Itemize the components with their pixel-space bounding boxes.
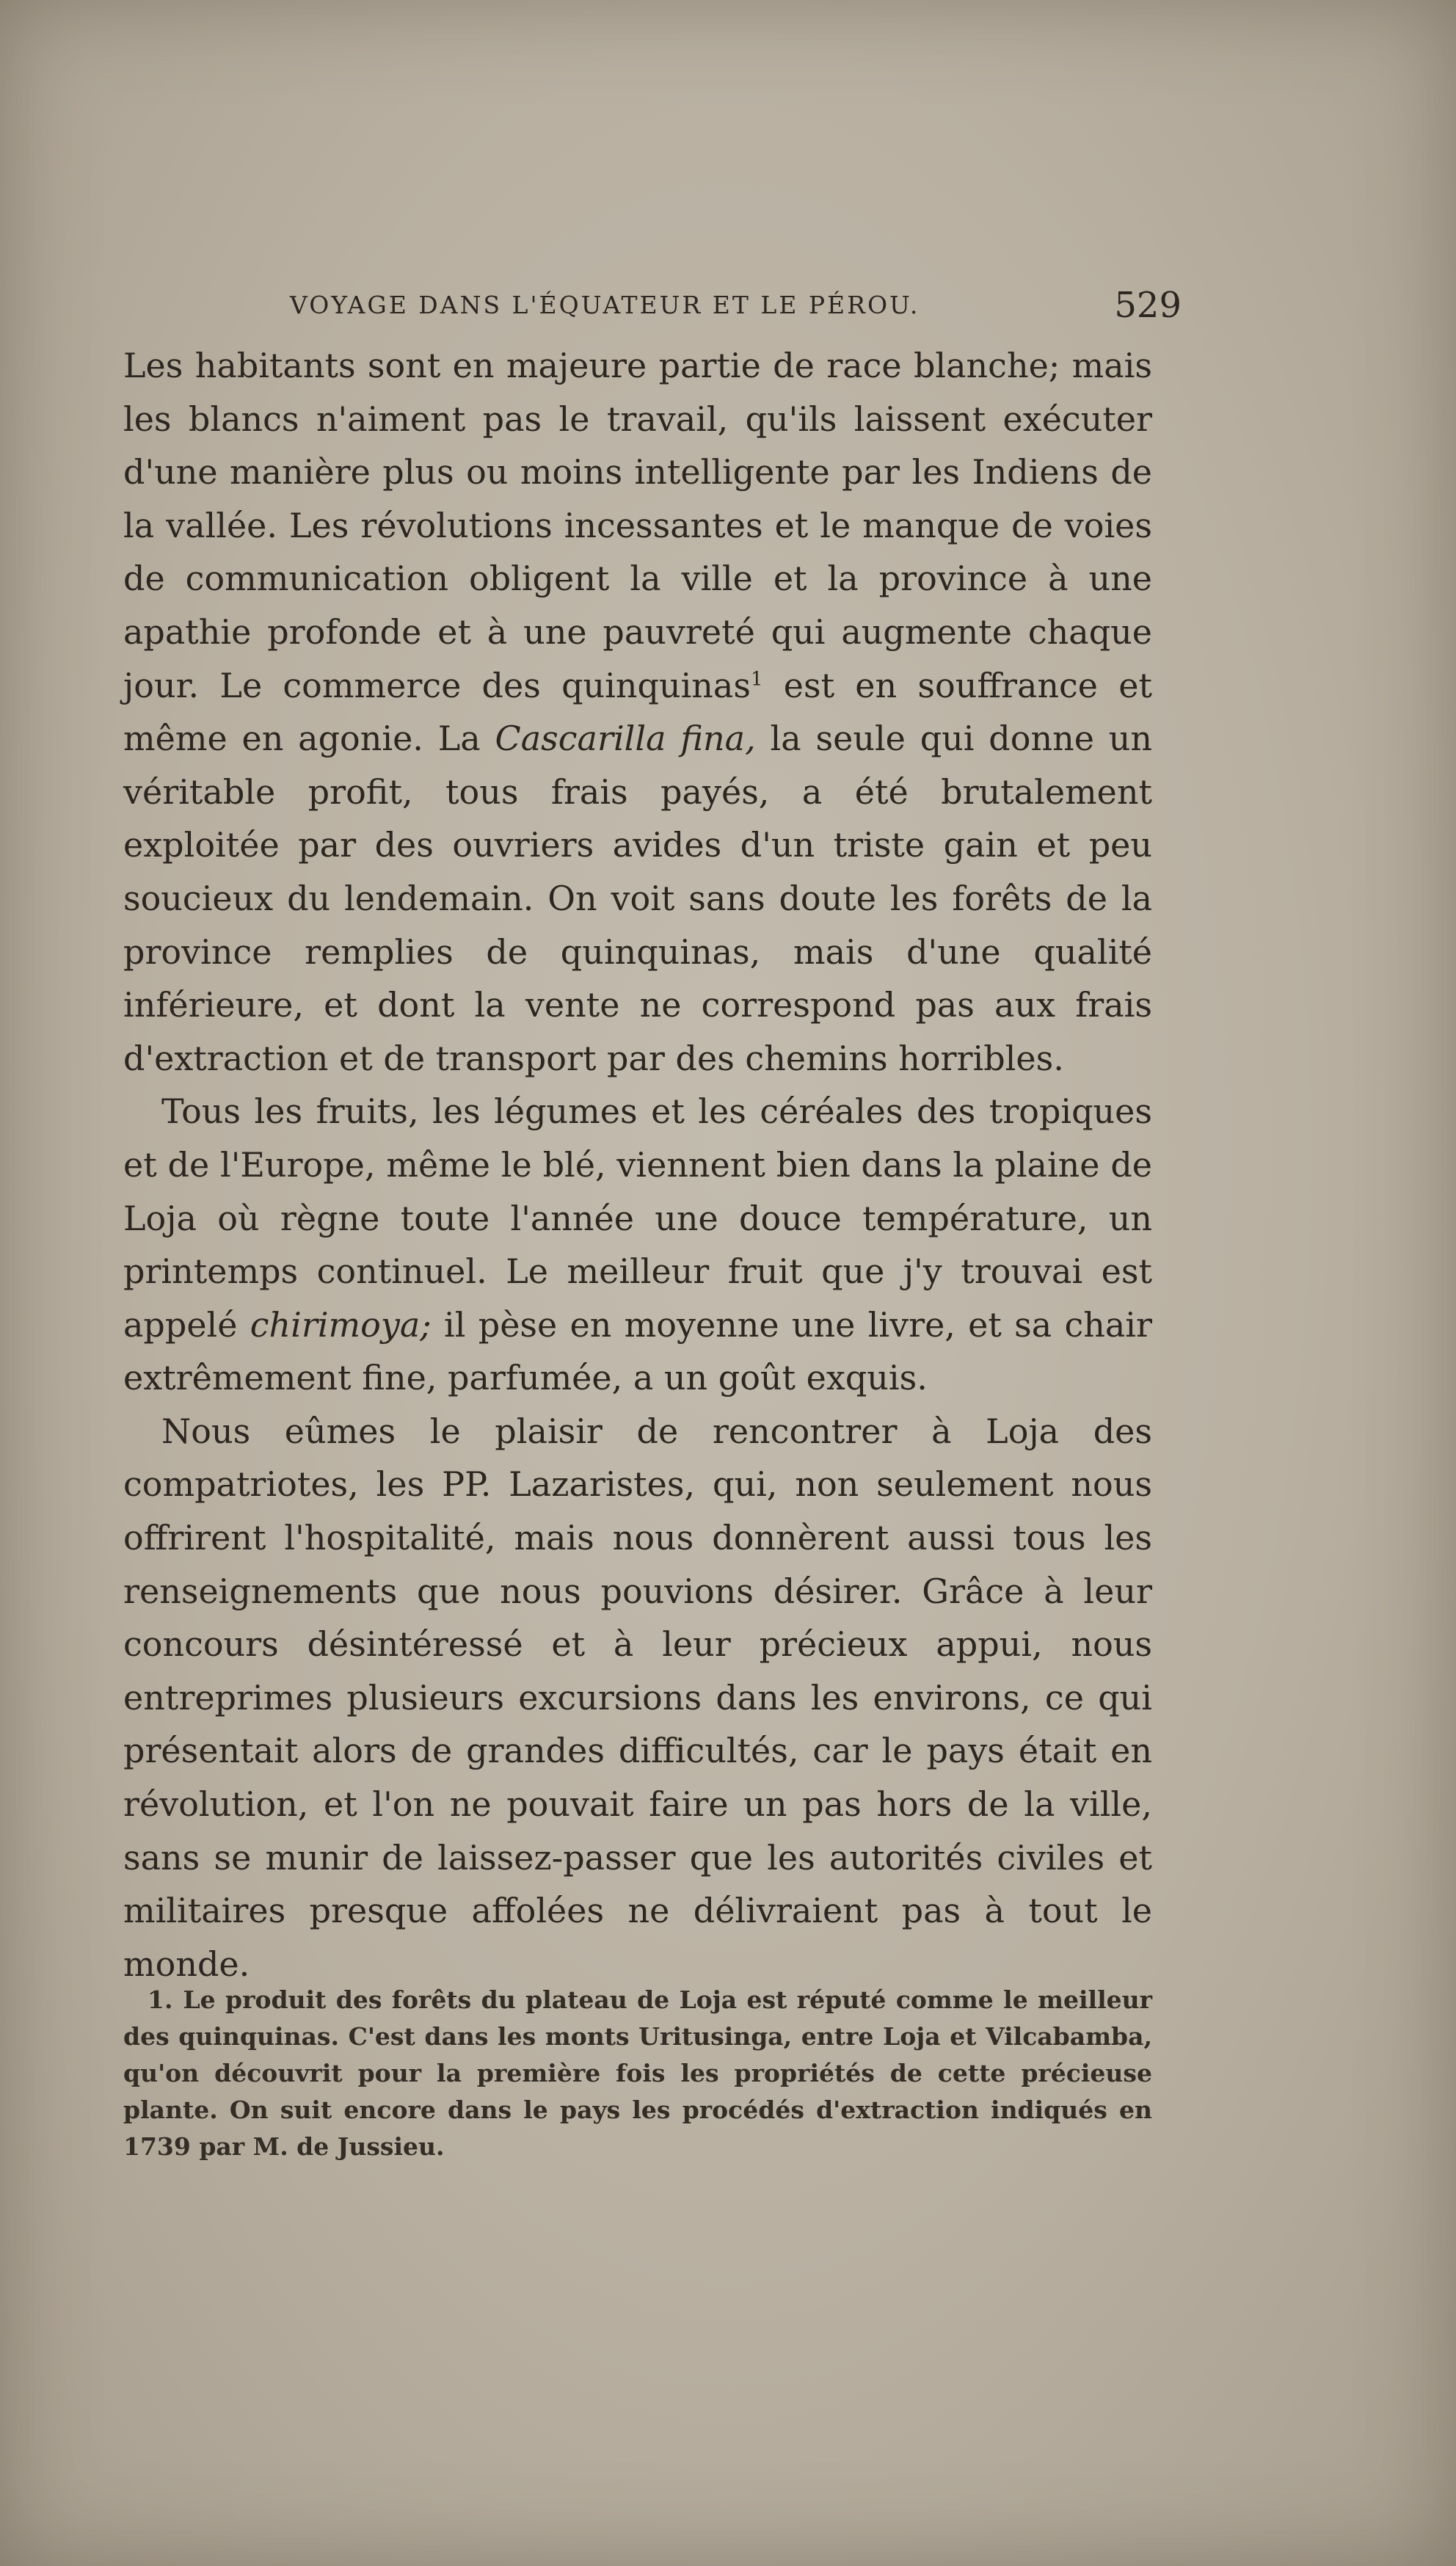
- paragraph-text: Les habitants sont en majeure partie de race blanche; mais les blancs n'aiment pas le travail, qu'ils laissent exécuter d'une manière plus ou moins intelligente par les Indiens de la vallée. Les révolutions incessantes et le manque de voies de communication obligent la ville et la province à une apathie profonde et à une pauvreté qui augmente chaque jour. Le commerce des quinquinas: [123, 346, 1152, 705]
- page-number: 529: [1114, 285, 1182, 326]
- paragraph-fruits: [123, 1085, 1152, 1405]
- footnote-reference: 1: [750, 668, 763, 691]
- italic-term: chirimoya;: [250, 1304, 432, 1345]
- footnote-mark: 1.: [148, 1985, 173, 2014]
- body-text: [123, 339, 1152, 1991]
- running-head: [290, 285, 1182, 329]
- italic-term: Cascarilla fina,: [495, 719, 756, 759]
- paragraph-lazaristes: [123, 1405, 1152, 1991]
- paragraph-text: Nous eûmes le plaisir de rencontrer à Loja des compatriotes, les PP. Lazaristes, qui, non seulement nous offrirent l'hospitalité, mais nous donnèrent aussi tous les renseignements que nous pouvions désirer. Grâce à leur concours désintéressé et à leur précieux appui, nous entreprimes plusieurs excursions dans les environs, ce qui présentait alors de grandes difficultés, car le pays était en révolution, et l'on ne pouvait faire un pas hors de la ville, sans se munir de laissez-passer que les autorités civiles et militaires presque affolées ne délivraient pas à tout le monde.: [123, 1411, 1152, 1984]
- running-title: VOYAGE DANS L'ÉQUATEUR ET LE PÉROU.: [290, 291, 920, 319]
- paragraph-text: il pèse en moyenne une livre, et sa chair extrêmement fine, parfumée, a un goût exquis.: [123, 1304, 1152, 1398]
- paragraph-text: la seule qui donne un véritable profit, tous frais payés, a été brutalement exploitée par des ouvriers avides d'un triste gain et peu soucieux du lendemain. On voit sans doute les forêts de la province remplies de quinquinas, mais d'une qualité inférieure, et dont la vente ne correspond pas aux frais d'extraction et de transport par des chemins horribles.: [123, 719, 1152, 1078]
- paragraph-text: est en souffrance et même en agonie. La: [123, 665, 1152, 759]
- footnote: [123, 1982, 1152, 2165]
- paragraph-habitants: [123, 339, 1152, 1085]
- paragraph-text: Tous les fruits, les légumes et les céréales des tropiques et de l'Europe, même le blé, viennent bien dans la plaine de Loja où règne toute l'année une douce température, un printemps continuel. Le meilleur fruit que j'y trouvai est appelé: [123, 1091, 1152, 1345]
- footnotes: [123, 1982, 1152, 2165]
- footnote-text: Le produit des forêts du plateau de Loja est réputé comme le meilleur des quinquinas. C'est dans les monts Uritusinga, entre Loja et Vilcabamba, qu'on découvrit pour la première fois les propriétés de cette précieuse plante. On suit encore dans le pays les procédés d'extraction indiqués en 1739 par M. de Jussieu.: [123, 1985, 1152, 2161]
